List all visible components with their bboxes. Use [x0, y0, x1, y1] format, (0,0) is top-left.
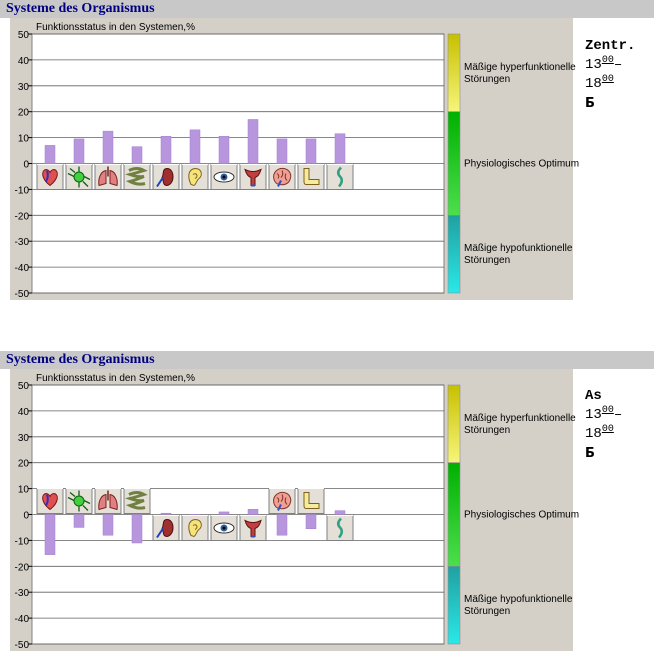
legend-zone-swatch	[448, 34, 460, 112]
time-start-minute: 00	[601, 55, 614, 66]
bar	[103, 515, 113, 536]
heart-icon	[37, 165, 63, 190]
kidney-icon	[153, 516, 179, 541]
kidney-icon	[153, 165, 179, 190]
function-status-chart	[0, 369, 580, 651]
session-info	[585, 387, 622, 463]
y-tick-label: -20	[14, 562, 29, 574]
intestine-icon	[124, 489, 150, 514]
legend-zone-label: Mäßige hypofunktionelle	[464, 594, 573, 606]
neuron-icon	[66, 165, 92, 190]
eye-icon	[211, 165, 237, 190]
time-end-hour: 18	[585, 426, 602, 442]
bar	[335, 511, 345, 515]
organ-icons	[37, 165, 353, 190]
session-time-start	[585, 406, 622, 425]
session-label: Zentr.	[585, 38, 636, 54]
panel-header	[0, 0, 654, 18]
session-label: As	[585, 388, 602, 404]
legend-zone-label: Mäßige hyperfunktionelle	[464, 61, 576, 73]
time-end-minute: 00	[601, 74, 614, 85]
y-tick-label: -10	[14, 536, 29, 548]
session-time-start	[585, 56, 635, 75]
legend-zone-label: Störungen	[464, 424, 511, 436]
bar	[132, 147, 142, 164]
y-tick-label: 20	[17, 107, 29, 119]
legend-zone-swatch	[448, 215, 460, 293]
bar	[335, 134, 345, 164]
bar	[103, 131, 113, 163]
legend-zone-label: Störungen	[464, 255, 511, 267]
session-info	[585, 37, 635, 113]
bar	[74, 139, 84, 164]
bar	[248, 119, 258, 163]
ear-icon	[182, 165, 208, 190]
time-end-hour: 18	[585, 76, 602, 92]
legend-zone-label: Physiologisches Optimum	[464, 509, 580, 521]
legend-zone-swatch	[448, 566, 460, 644]
spine-icon	[327, 165, 353, 190]
legend-zone-label: Störungen	[464, 606, 511, 618]
y-tick-label: -40	[14, 614, 29, 626]
uterus-icon	[240, 165, 266, 190]
bar	[219, 136, 229, 163]
session-time-end	[585, 425, 622, 444]
bar	[190, 130, 200, 164]
neuron-icon	[66, 489, 92, 514]
y-tick-label: -30	[14, 588, 29, 600]
time-dash: –	[613, 407, 623, 423]
session-time-end	[585, 75, 635, 94]
bar	[45, 145, 55, 163]
chart-title: Funktionsstatus in den Systemen,%	[36, 373, 195, 384]
y-tick-label: 50	[17, 30, 29, 41]
y-tick-label: 20	[17, 458, 29, 470]
eye-icon	[211, 516, 237, 541]
heart-icon	[37, 489, 63, 514]
y-tick-label: -20	[14, 211, 29, 223]
y-tick-label: -10	[14, 185, 29, 197]
bar	[248, 509, 258, 514]
legend-zone-label: Mäßige hyperfunktionelle	[464, 412, 576, 424]
bar	[306, 515, 316, 529]
y-tick-label: 10	[17, 484, 29, 496]
y-tick-label: -50	[14, 640, 29, 651]
y-tick-label: 40	[17, 55, 29, 67]
y-tick-label: 40	[17, 406, 29, 418]
bar	[161, 136, 171, 163]
y-tick-label: 30	[17, 432, 29, 444]
chart-title: Funktionsstatus in den Systemen,%	[36, 22, 195, 33]
lungs-icon	[95, 489, 121, 514]
lungs-icon	[95, 165, 121, 190]
time-dash: –	[613, 57, 623, 73]
time-start-minute: 00	[601, 405, 614, 416]
joint-icon	[298, 489, 324, 514]
legend-zone-swatch	[448, 463, 460, 567]
bar	[306, 139, 316, 164]
session-mark: Б	[585, 446, 595, 461]
y-tick-label: 30	[17, 81, 29, 93]
y-tick-label: 0	[23, 159, 29, 171]
intestine-icon	[124, 165, 150, 190]
chart-panel-2	[0, 351, 654, 651]
y-tick-label: 10	[17, 133, 29, 145]
panel-header	[0, 351, 654, 369]
legend-zone-swatch	[448, 112, 460, 216]
bar	[161, 513, 171, 514]
y-tick-label: 50	[17, 381, 29, 392]
legend-zone-label: Physiologisches Optimum	[464, 158, 580, 170]
joint-icon	[298, 165, 324, 190]
uterus-icon	[240, 516, 266, 541]
time-end-minute: 00	[601, 424, 614, 435]
ear-icon	[182, 516, 208, 541]
bar	[277, 515, 287, 536]
brain-icon	[269, 165, 295, 190]
y-tick-label: -50	[14, 289, 29, 300]
time-start-hour: 13	[585, 57, 602, 73]
y-tick-label: -30	[14, 237, 29, 249]
bar	[45, 515, 55, 555]
panel-title: Systeme des Organismus	[6, 1, 155, 16]
session-mark: Б	[585, 96, 595, 111]
legend-zone-swatch	[448, 385, 460, 463]
legend-zone-label: Störungen	[464, 73, 511, 85]
legend-zone-label: Mäßige hypofunktionelle	[464, 243, 573, 255]
bar	[277, 139, 287, 164]
panel-title: Systeme des Organismus	[6, 352, 155, 367]
y-tick-label: -40	[14, 263, 29, 275]
spine-icon	[327, 516, 353, 541]
time-start-hour: 13	[585, 407, 602, 423]
function-status-chart	[0, 18, 580, 300]
bar	[132, 515, 142, 543]
brain-icon	[269, 489, 295, 514]
y-tick-label: 0	[23, 510, 29, 522]
bar	[74, 515, 84, 528]
bar	[219, 512, 229, 515]
chart-panel-1	[0, 0, 654, 300]
